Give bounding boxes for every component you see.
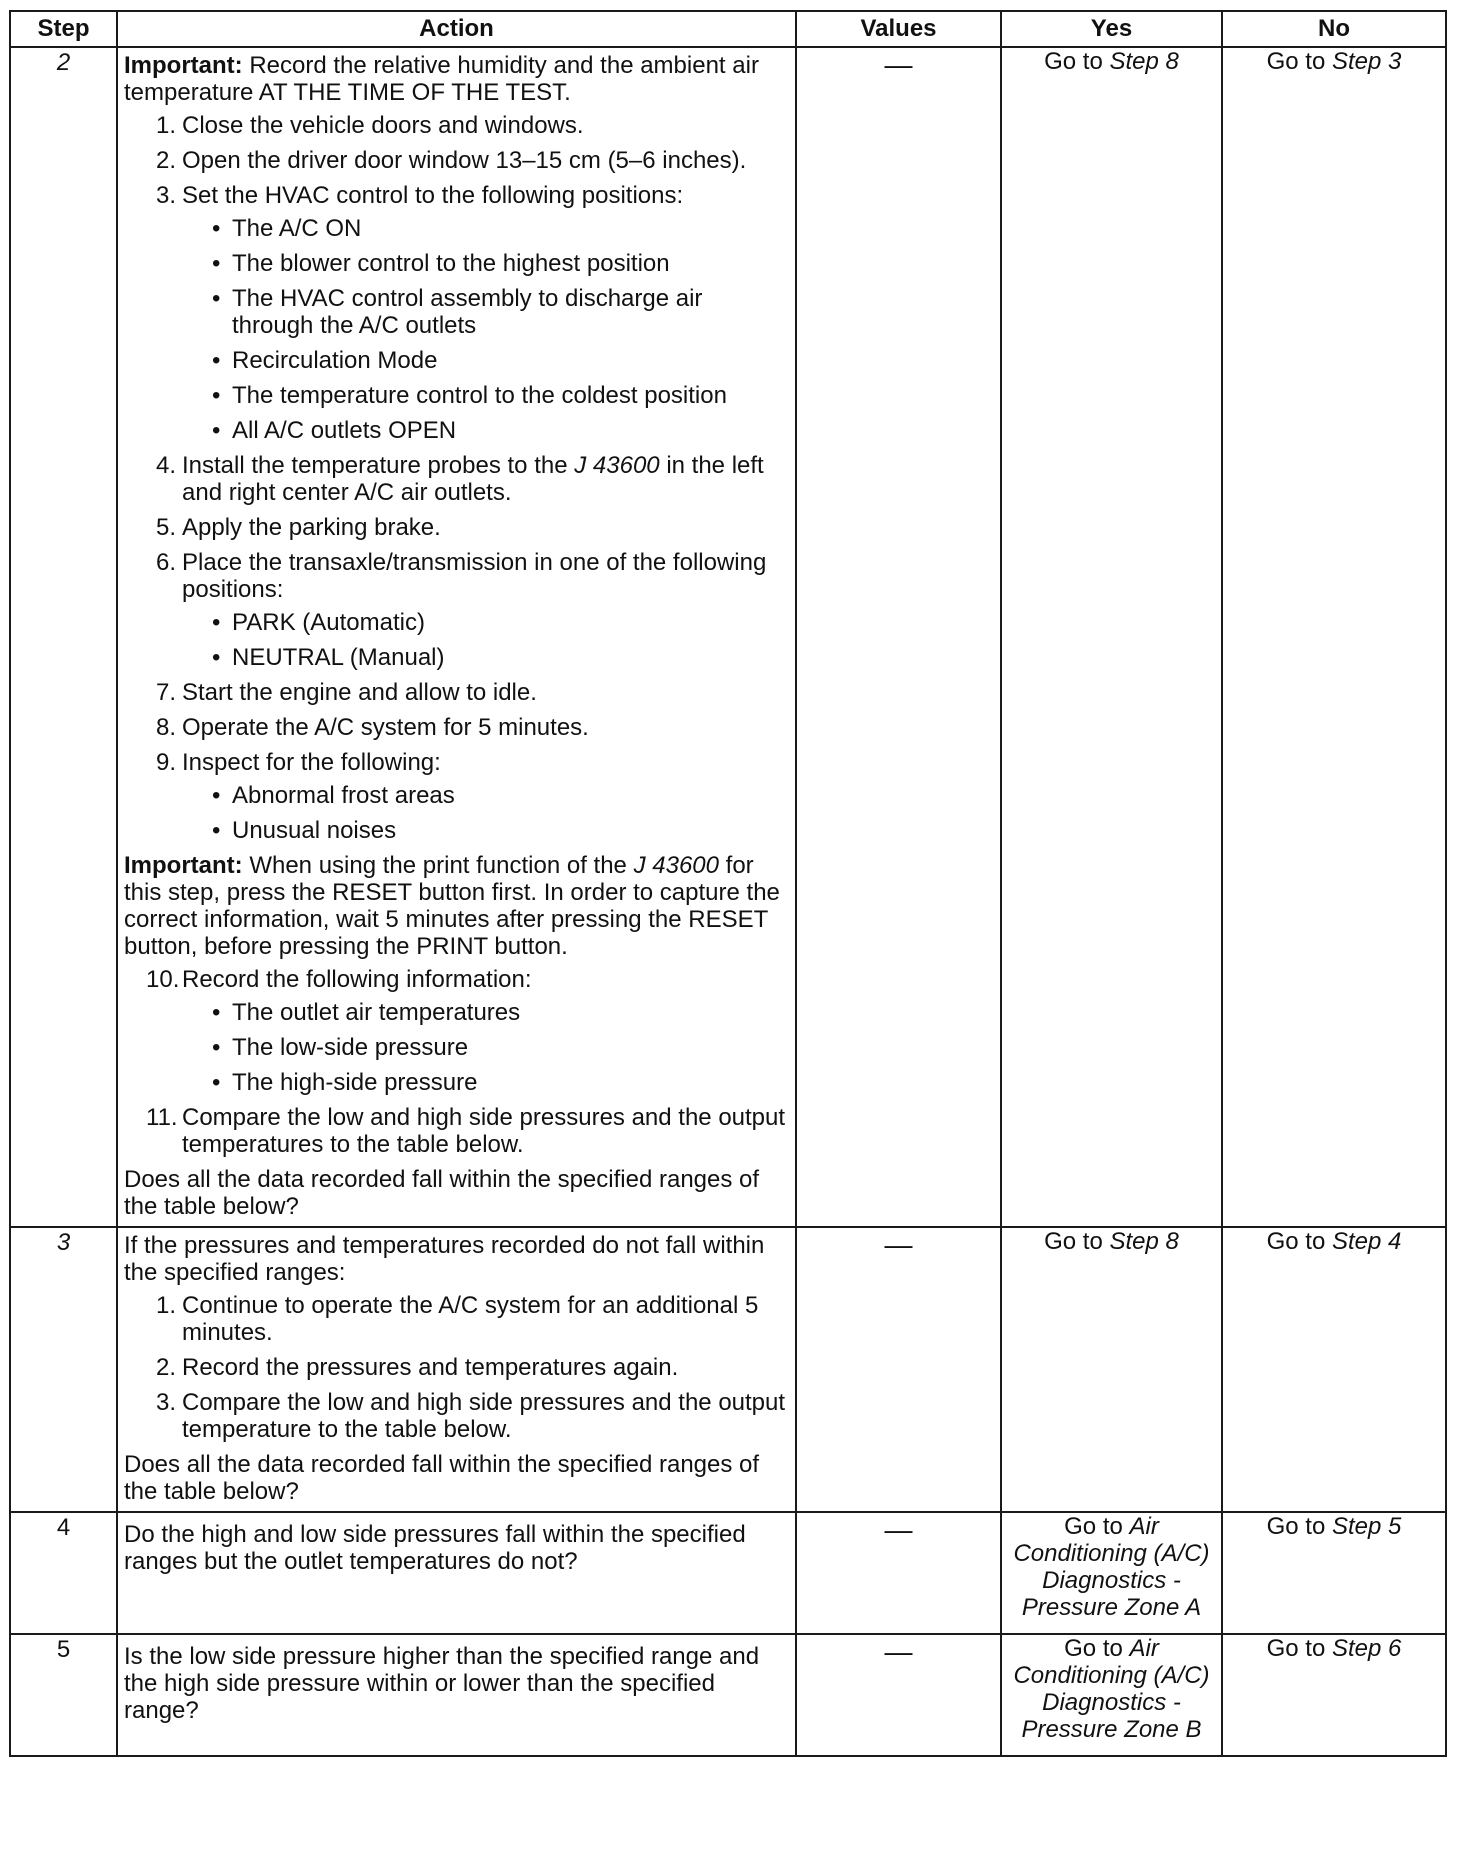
- list-item: 10. Record the following information: • The outlet air temperatures • The low-side pressure • The high-side pressure: [146, 966, 789, 1096]
- list-item: 5. Apply the parking brake.: [155, 514, 441, 541]
- yes-cell: Go to Air Conditioning (A/C) Diagnostics - Pressure Zone B: [1001, 1634, 1222, 1756]
- important-note: [124, 52, 789, 106]
- action-cell: [117, 1634, 796, 1756]
- action-cell: [117, 1512, 796, 1634]
- no-cell: Go to Step 6: [1222, 1634, 1446, 1756]
- no-link[interactable]: Step 3: [1331, 48, 1402, 75]
- important-label: Important:: [124, 852, 243, 879]
- list-item: 6. Place the transaxle/transmission in one of the following positions: • PARK (Automatic) • NEUTRAL (Manual): [146, 549, 789, 671]
- yes-link[interactable]: Step 8: [1109, 48, 1179, 75]
- yes-link[interactable]: Air Conditioning (A/C) Diagnostics - Pressure Zone A: [1013, 1513, 1210, 1621]
- bullet-item: • PARK (Automatic): [212, 609, 789, 636]
- bullet-item: • The low-side pressure: [212, 1034, 789, 1061]
- question-text: Do the high and low side pressures fall within the specified ranges but the outlet temperatures do not?: [124, 1521, 746, 1575]
- bullet-item: • The A/C ON: [212, 215, 789, 242]
- no-link[interactable]: Step 4: [1331, 1228, 1402, 1255]
- bullet-item: • Abnormal frost areas: [212, 782, 789, 809]
- action-cell: [117, 47, 796, 1227]
- values-cell: —: [796, 1227, 1001, 1512]
- no-cell: Go to Step 4: [1222, 1227, 1446, 1512]
- list-item: 2. Open the driver door window 13–15 cm (5–6 inches).: [155, 147, 747, 174]
- list-item: 3. Compare the low and high side pressures and the output temperature to the table below.: [155, 1389, 786, 1443]
- bullet-item: • NEUTRAL (Manual): [212, 644, 789, 671]
- table-row-step-2: [10, 47, 1446, 1227]
- list-item: 8. Operate the A/C system for 5 minutes.: [155, 714, 589, 741]
- bullet-item: • The blower control to the highest position: [212, 250, 789, 277]
- list-item: 7. Start the engine and allow to idle.: [155, 679, 537, 706]
- important-note: Important: When using the print function of the J 43600 for this step, press the RESET button first. In order to capture the correct information, wait 5 minutes after pressing the RESET button, before pressing the PRINT button.: [124, 852, 780, 960]
- tool-reference: J 43600: [574, 452, 660, 479]
- question-text: Does all the data recorded fall within the specified ranges of the table below?: [124, 1166, 760, 1220]
- list-item: 2. Record the pressures and temperatures again.: [155, 1354, 679, 1381]
- action-cell: [117, 1227, 796, 1512]
- tool-reference: J 43600: [633, 852, 719, 879]
- step-number: 2: [10, 47, 117, 1227]
- no-cell: Go to Step 5: [1222, 1512, 1446, 1634]
- bullet-list: [182, 782, 789, 844]
- no-cell: Go to Step 3: [1222, 47, 1446, 1227]
- yes-link[interactable]: Air Conditioning (A/C) Diagnostics - Pressure Zone B: [1013, 1635, 1210, 1743]
- table-row-step-5: [10, 1634, 1446, 1756]
- procedure-list: [124, 112, 789, 844]
- list-item: 3. Set the HVAC control to the following positions: • The A/C ON • The blower control to the highest position • The HVAC control assembly to discharge air through the A/C outlets • Recirculation Mode • The temperature control to the coldest position • All A/C outlets OPEN: [146, 182, 789, 444]
- bullet-item: • The temperature control to the coldest position: [212, 382, 789, 409]
- step-number: 4: [10, 1512, 117, 1634]
- procedure-list: [124, 1292, 789, 1443]
- values-cell: —: [796, 1634, 1001, 1756]
- values-cell: —: [796, 1512, 1001, 1634]
- header-no: No: [1222, 11, 1446, 47]
- yes-link[interactable]: Step 8: [1109, 1228, 1179, 1255]
- header-yes: Yes: [1001, 11, 1222, 47]
- bullet-item: • All A/C outlets OPEN: [212, 417, 789, 444]
- header-values: Values: [796, 11, 1001, 47]
- no-link[interactable]: Step 5: [1331, 1513, 1402, 1540]
- table-row-step-4: [10, 1512, 1446, 1634]
- important-label: Important:: [124, 52, 243, 79]
- question-text: Is the low side pressure higher than the specified range and the high side pressure within or lower than the specified range?: [124, 1643, 760, 1724]
- yes-cell: Go to Air Conditioning (A/C) Diagnostics - Pressure Zone A: [1001, 1512, 1222, 1634]
- bullet-item: • The high-side pressure: [212, 1069, 789, 1096]
- table-row-step-3: [10, 1227, 1446, 1512]
- diagnostic-table: [9, 10, 1447, 1757]
- bullet-item: • The outlet air temperatures: [212, 999, 789, 1026]
- header-action: Action: [117, 11, 796, 47]
- step-number: 3: [10, 1227, 117, 1512]
- yes-cell: Go to Step 8: [1001, 47, 1222, 1227]
- values-cell: —: [796, 47, 1001, 1227]
- list-item: 4. Install the temperature probes to the J 43600 in the left and right center A/C air outlets.: [155, 452, 764, 506]
- bullet-list: [182, 999, 789, 1096]
- list-item: 9. Inspect for the following: • Abnormal frost areas • Unusual noises: [146, 749, 789, 844]
- bullet-list: [182, 215, 789, 444]
- bullet-item: • The HVAC control assembly to discharge air through the A/C outlets: [212, 285, 789, 339]
- list-item: 1. Continue to operate the A/C system for an additional 5 minutes.: [155, 1292, 759, 1346]
- step-number: 5: [10, 1634, 117, 1756]
- list-item: 11. Compare the low and high side pressures and the output temperatures to the table below.: [146, 1104, 786, 1158]
- procedure-list: [124, 966, 789, 1158]
- list-item: 1. Close the vehicle doors and windows.: [155, 112, 584, 139]
- bullet-item: • Unusual noises: [212, 817, 789, 844]
- bullet-list: [182, 609, 789, 671]
- no-link[interactable]: Step 6: [1331, 1635, 1402, 1662]
- yes-cell: Go to Step 8: [1001, 1227, 1222, 1512]
- question-text: Does all the data recorded fall within the specified ranges of the table below?: [124, 1451, 760, 1505]
- header-row: [10, 11, 1446, 47]
- important-text: Record the relative humidity and the ambient air temperature AT THE TIME OF THE TEST.: [124, 52, 759, 106]
- intro-text: If the pressures and temperatures recorded do not fall within the specified ranges:: [124, 1232, 765, 1286]
- bullet-item: • Recirculation Mode: [212, 347, 789, 374]
- header-step: Step: [10, 11, 117, 47]
